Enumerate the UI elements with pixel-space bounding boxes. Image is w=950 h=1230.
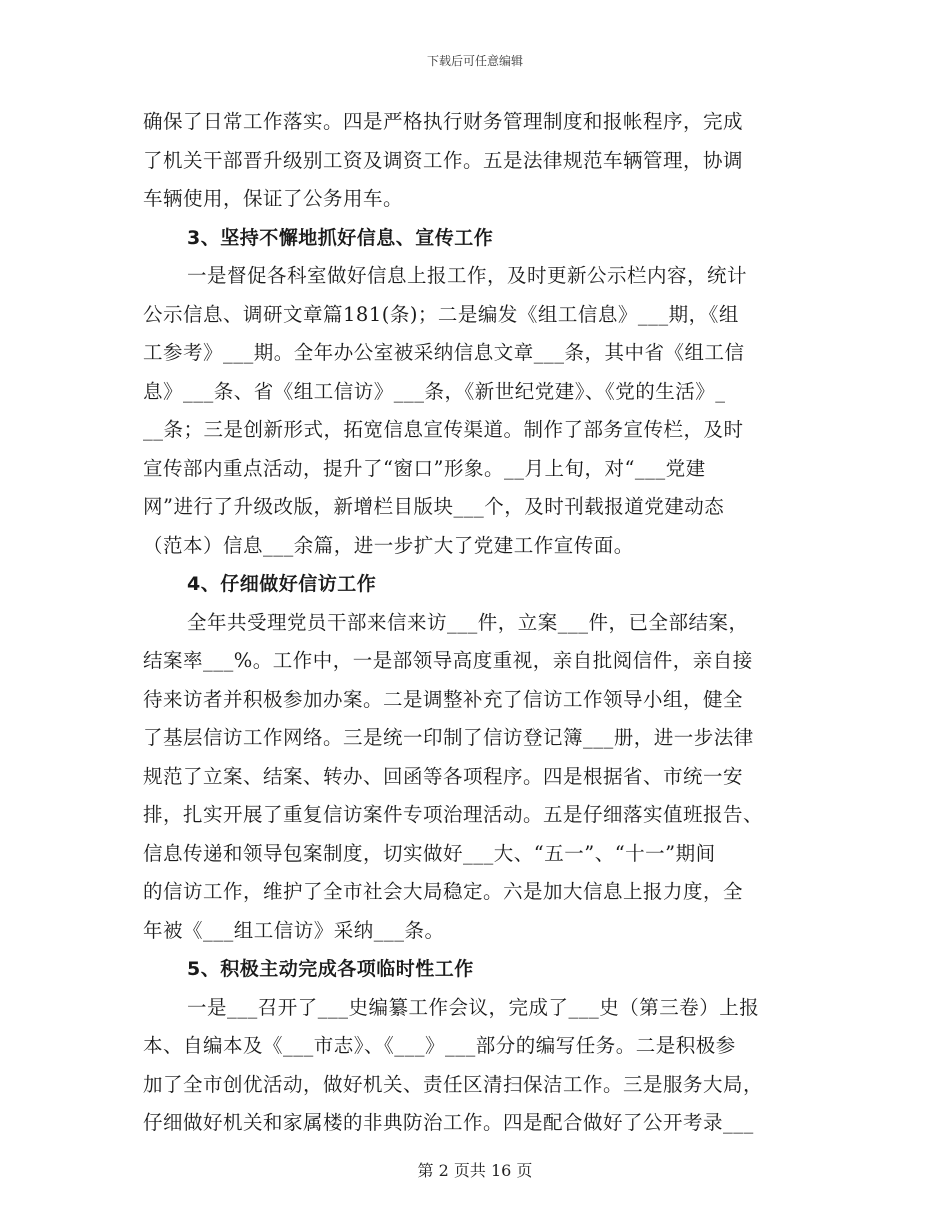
paragraph-line: 了基层信访工作网络。三是统一印制了信访登记簿___册，进一步法律 <box>143 726 754 749</box>
document-body <box>143 103 798 1143</box>
paragraph-line: 息》___条、省《组工信访》___条，《新世纪党建》、《党的生活》_ <box>143 379 726 403</box>
paragraph-line: 仔细做好机关和家属楼的非典防治工作。四是配合做好了公开考录___ <box>143 1111 754 1134</box>
paragraph-line: 一是督促各科室做好信息上报工作，及时更新公示栏内容，统计 <box>187 264 748 287</box>
paragraph-line: 结案率___%。工作中，一是部领导高度重视，亲自批阅信件，亲自接 <box>143 649 753 672</box>
paragraph-line: 网”进行了升级改版，新增栏目版块___个，及时刊载报道党建动态 <box>143 495 725 518</box>
section-heading: 4、仔细做好信访工作 <box>187 573 377 595</box>
paragraph-line: 车辆使用，保证了公务用车。 <box>143 187 404 210</box>
paragraph-line: 规范了立案、结案、转办、回函等各项程序。四是根据省、市统一安 <box>143 764 744 788</box>
paragraph-line: 排，扎实开展了重复信访案件专项治理活动。五是仔细落实值班报告、 <box>143 803 764 826</box>
paragraph-line: 信息传递和领导包案制度，切实做好___大、“五一”、“十一”期间 <box>143 841 716 865</box>
paragraph-line: 一是___召开了___史编纂工作会议，完成了___史（第三卷）上报 <box>187 995 760 1019</box>
paragraph-line: __条；三是创新形式，拓宽信息宣传渠道。制作了部务宣传栏，及时 <box>143 418 744 441</box>
paragraph-line: 了机关干部晋升级别工资及调资工作。五是法律规范车辆管理，协调 <box>143 148 744 172</box>
paragraph-line: 加了全市创优活动，做好机关、责任区清扫保洁工作。三是服务大局， <box>143 1072 764 1096</box>
paragraph-line: （范本）信息___余篇，进一步扩大了党建工作宣传面。 <box>143 533 634 557</box>
page-number: 第 2 页共 16 页 <box>417 1161 533 1180</box>
section-heading: 5、积极主动完成各项临时性工作 <box>187 958 474 980</box>
paragraph-line: 年被《___组工信访》采纳___条。 <box>143 918 445 942</box>
paragraph-line: 的信访工作，维护了全市社会大局稳定。六是加大信息上报力度，全 <box>143 880 744 903</box>
section-heading: 3、坚持不懈地抓好信息、宣传工作 <box>187 226 494 249</box>
paragraph-line: 确保了日常工作落实。四是严格执行财务管理制度和报帐程序，完成 <box>143 110 744 133</box>
paragraph-line: 工参考》___期。全年办公室被采纳信息文章___条，其中省《组工信 <box>143 341 745 364</box>
page-header-note: 下载后可任意编辑 <box>426 54 523 68</box>
paragraph-line: 待来访者并积极参加办案。二是调整补充了信访工作领导小组，健全 <box>143 687 744 711</box>
paragraph-line: 本、自编本及《___市志》、《___》___部分的编写任务。二是积极参 <box>143 1034 736 1057</box>
paragraph-line: 宣传部内重点活动，提升了“窗口”形象。__月上旬，对“___党建 <box>143 456 706 480</box>
paragraph-line: 全年共受理党员干部来信来访___件，立案___件，已全部结案， <box>187 610 749 634</box>
paragraph-line: 公示信息、调研文章篇181(条)；二是编发《组工信息》___期，《组 <box>143 302 739 326</box>
